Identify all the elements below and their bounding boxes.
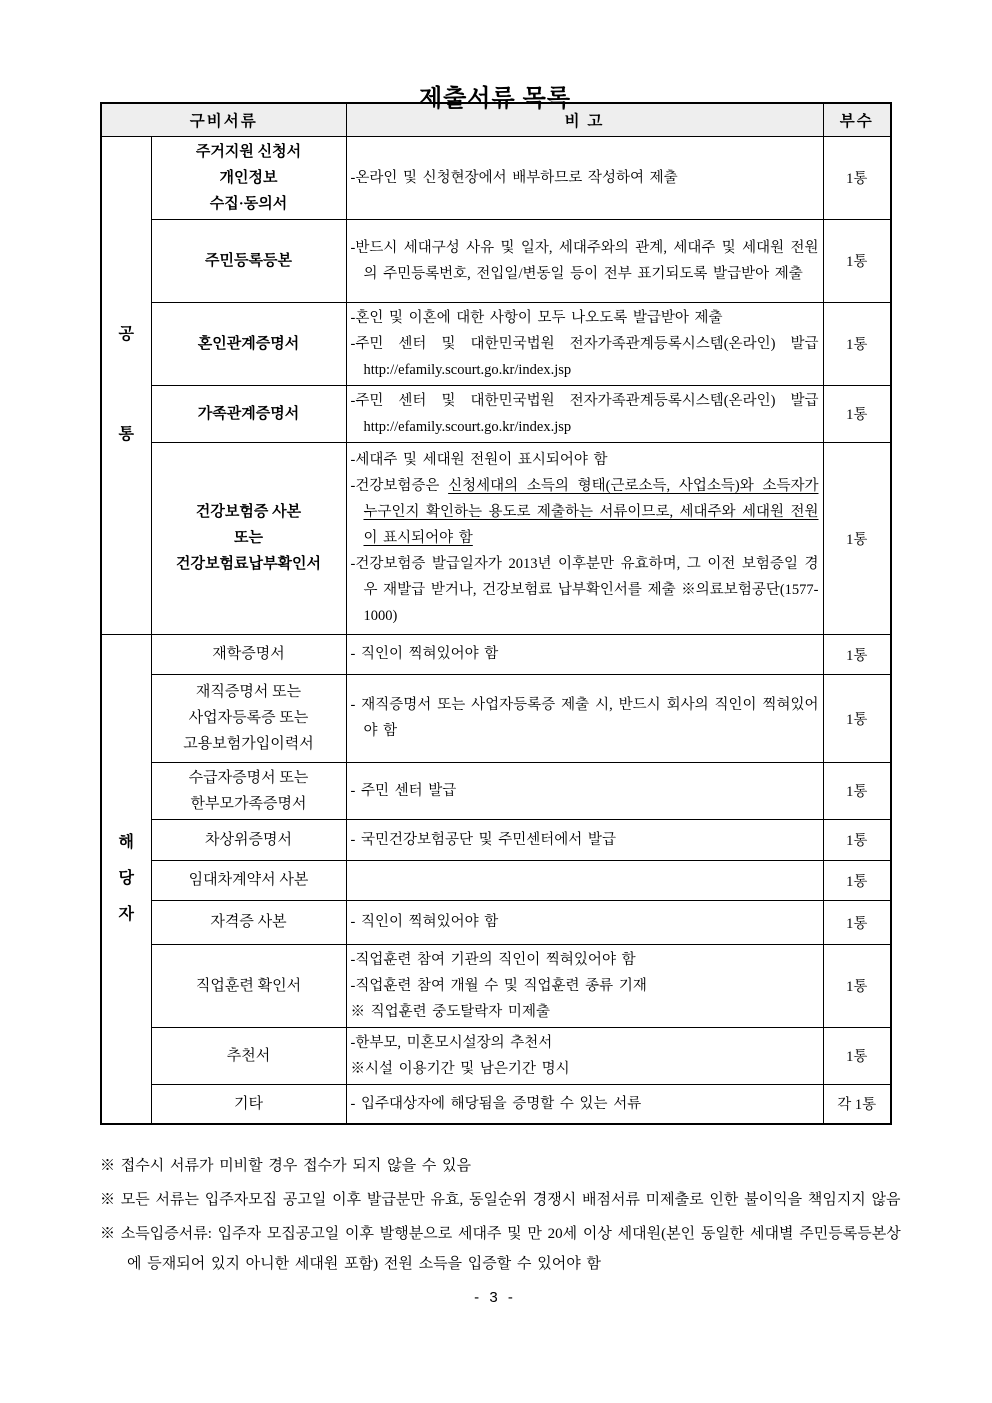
remark-bullet: -건강보험증 발급일자가 2013년 이후분만 유효하며, 그 이전 보험증일 경우 재발급 받거나, 건강보험료 납부확인서를 제출 ※의료보험공단(1577-1000): [350, 556, 819, 624]
table-row: [101, 219, 891, 302]
remark-cell: [346, 944, 823, 1027]
group-label-char: 공: [118, 326, 134, 343]
doc-name-line: 가족관계증명서: [197, 405, 300, 422]
copies-cell: 1통: [823, 1027, 891, 1084]
remark-bullet: ※ 직업훈련 중도탈락자 미제출: [350, 1003, 550, 1020]
doc-name-line: 기타: [234, 1095, 263, 1112]
doc-name-line: 주거지원 신청서: [195, 143, 302, 160]
remark-bullet: - 국민건강보험공단 및 주민센터에서 발급: [350, 831, 616, 848]
doc-name-cell: [151, 385, 346, 442]
doc-name-line: 고용보험가입이력서: [183, 736, 314, 752]
remark-cell: [346, 1027, 823, 1084]
remark-bullet: -반드시 세대구성 사유 및 일자, 세대주와의 관계, 세대주 및 세대원 전원의 주민등록번호, 전입일/변동일 등이 전부 표기되도록 발급받아 제출: [350, 239, 819, 282]
doc-name-cell: [151, 302, 346, 385]
remark-bullet: - 재직증명서 또는 사업자등록증 제출 시, 반드시 회사의 직인이 찍혀있어야 함: [350, 697, 819, 739]
remark-bullet: -세대주 및 세대원 전원이 표시되어야 함: [350, 452, 608, 468]
table-row: [101, 674, 891, 762]
remark-cell: [346, 819, 823, 860]
remark-bullet: ※시설 이용기간 및 남은기간 명시: [350, 1060, 570, 1077]
doc-name-cell: [151, 442, 346, 634]
group-label-applicable: [101, 634, 151, 1124]
group-label-char: 당: [118, 869, 134, 887]
remark-bullet: - 주민 센터 발급: [350, 782, 457, 799]
doc-name-line: 건강보험증 사본: [195, 504, 302, 520]
remark-cell: [346, 442, 823, 634]
remark-cell: [346, 900, 823, 944]
doc-name-line: 자격증 사본: [210, 914, 287, 930]
copies-cell: 1통: [823, 860, 891, 900]
doc-name-cell: [151, 762, 346, 819]
doc-name-cell: [151, 944, 346, 1027]
doc-name-line: 수급자증명서 또는: [188, 769, 309, 786]
footnotes: [100, 1151, 912, 1279]
doc-name-line: 주민등록등본: [205, 252, 292, 269]
remark-bullet: -직업훈련 참여 개월 수 및 직업훈련 종류 기재: [350, 977, 647, 994]
copies-cell: 1통: [823, 674, 891, 762]
doc-name-line: 건강보험료납부확인서: [176, 556, 321, 572]
doc-name-cell: [151, 1084, 346, 1124]
doc-name-line: 임대차계약서 사본: [188, 872, 309, 888]
doc-name-line: 혼인관계증명서: [197, 335, 300, 352]
doc-name-line: 또는: [234, 530, 263, 546]
copies-cell: 1통: [823, 136, 891, 219]
remark-bullet: -한부모, 미혼모시설장의 추천서: [350, 1034, 553, 1051]
remark-cell: [346, 219, 823, 302]
doc-name-cell: [151, 819, 346, 860]
footnote-item: ※ 접수시 서류가 미비할 경우 접수가 되지 않을 수 있음: [100, 1158, 472, 1174]
group-label-char: 해: [118, 833, 134, 851]
footnote-item: ※ 소득입증서류: 입주자 모집공고일 이후 발행분으로 세대주 및 만 20세 이상 세대원(본인 동일한 세대별 주민등록등본상에 등재되어 있지 아니한 세대원 포함) 전원 소득을 입증할 수 있어야 함: [100, 1226, 901, 1272]
doc-name-line: 재직증명서 또는: [195, 684, 302, 700]
doc-name-cell: [151, 860, 346, 900]
copies-cell: 1통: [823, 219, 891, 302]
remark-bullet: - 입주대상자에 해당됨을 증명할 수 있는 서류: [350, 1095, 642, 1112]
table-row: [101, 819, 891, 860]
doc-name-line: 한부모가족증명서: [190, 795, 307, 812]
copies-cell: 1통: [823, 634, 891, 674]
copies-cell: 1통: [823, 302, 891, 385]
table-row: [101, 385, 891, 442]
doc-name-line: 직업훈련 확인서: [195, 977, 302, 994]
copies-cell: 각 1통: [823, 1084, 891, 1124]
doc-name-line: 추천서: [226, 1047, 271, 1064]
doc-name-line: 재학증명서: [212, 646, 285, 662]
remark-cell: [346, 302, 823, 385]
remark-cell: [346, 674, 823, 762]
footnote-item: ※ 모든 서류는 입주자모집 공고일 이후 발급분만 유효, 동일순위 경쟁시 배점서류 미제출로 인한 불이익을 책임지지 않음: [100, 1192, 901, 1208]
remark-cell: [346, 762, 823, 819]
table-row: [101, 900, 891, 944]
doc-name-cell: [151, 900, 346, 944]
doc-name-cell: [151, 136, 346, 219]
doc-name-cell: [151, 674, 346, 762]
table-row: [101, 302, 891, 385]
copies-cell: 1통: [823, 819, 891, 860]
group-label-common: [101, 136, 151, 634]
remark-bullet: -주민 센터 및 대한민국법원 전자가족관계등록시스템(온라인) 발급 http://efamily.scourt.go.kr/index.jsp: [350, 392, 819, 435]
col-header-documents: 구비서류: [101, 103, 346, 136]
doc-name-line: 사업자등록증 또는: [188, 710, 309, 726]
remark-bullet: -건강보험증은 신청세대의 소득의 형태(근로소득, 사업소득)와 소득자가 누구인지 확인하는 용도로 제출하는 서류이므로, 세대주와 세대원 전원이 표시되어야 함: [350, 478, 819, 546]
remark-cell: [346, 634, 823, 674]
table-row: [101, 1027, 891, 1084]
copies-cell: 1통: [823, 442, 891, 634]
col-header-copies: 부수: [823, 103, 891, 136]
table-row: [101, 1084, 891, 1124]
page-number: - 3 -: [474, 1289, 516, 1306]
doc-name-cell: [151, 219, 346, 302]
table-row: [101, 634, 891, 674]
remark-bullet: - 직인이 찍혀있어야 함: [350, 914, 499, 930]
table-row: [101, 762, 891, 819]
remark-bullet: - 직인이 찍혀있어야 함: [350, 646, 499, 662]
table-row: [101, 442, 891, 634]
copies-cell: 1통: [823, 944, 891, 1027]
col-header-remarks: 비 고: [346, 103, 823, 136]
remark-cell: [346, 1084, 823, 1124]
remark-cell: [346, 860, 823, 900]
remark-bullet: -주민 센터 및 대한민국법원 전자가족관계등록시스템(온라인) 발급 http://efamily.scourt.go.kr/index.jsp: [350, 335, 819, 378]
group-label-char: 자: [118, 905, 134, 923]
submission-documents-table: [100, 102, 892, 1125]
remark-bullet: -직업훈련 참여 기관의 직인이 찍혀있어야 함: [350, 951, 636, 968]
copies-cell: 1통: [823, 385, 891, 442]
doc-name-line: 차상위증명서: [205, 831, 292, 848]
copies-cell: 1통: [823, 900, 891, 944]
document-content: [100, 0, 901, 1306]
group-label-char: 통: [118, 426, 134, 443]
table-row: [101, 136, 891, 219]
remark-cell: [346, 136, 823, 219]
doc-name-cell: [151, 1027, 346, 1084]
copies-cell: 1통: [823, 762, 891, 819]
doc-name-line: 수집·동의서: [209, 195, 288, 212]
remark-bullet: -온라인 및 신청현장에서 배부하므로 작성하여 제출: [350, 169, 678, 186]
doc-name-line: 개인정보: [219, 169, 278, 186]
table-row: [101, 944, 891, 1027]
table-row: [101, 860, 891, 900]
doc-name-cell: [151, 634, 346, 674]
remark-bullet: -혼인 및 이혼에 대한 사항이 모두 나오도록 발급받아 제출: [350, 309, 723, 326]
remark-cell: [346, 385, 823, 442]
page-title: 제출서류 목록: [418, 86, 572, 112]
